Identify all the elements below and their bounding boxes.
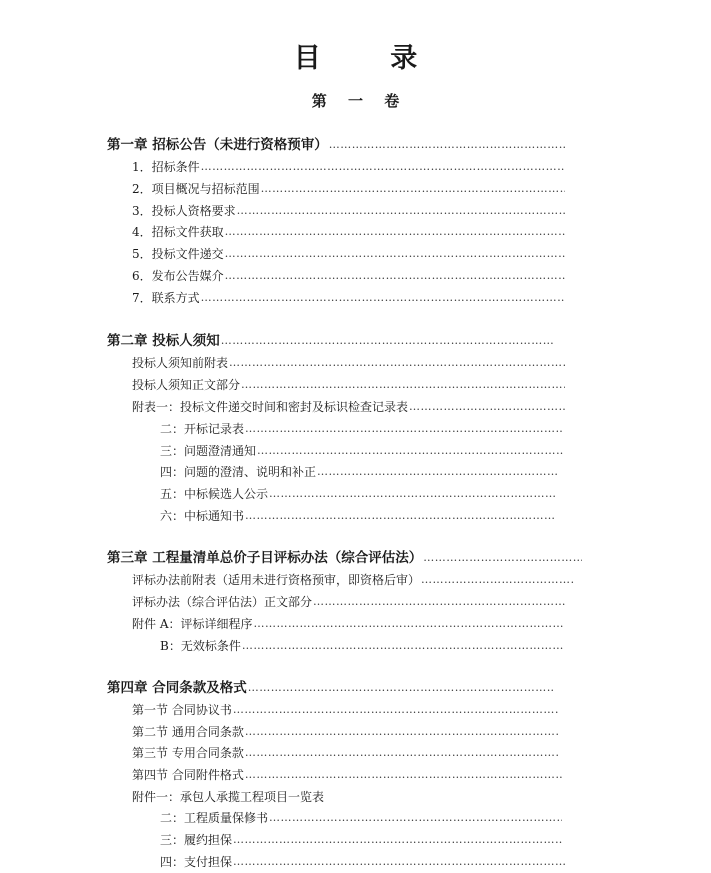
dot-leader: [237, 203, 565, 219]
toc-entry-label: 第三节 专用合同条款: [132, 746, 244, 760]
toc-entry[interactable]: [132, 612, 565, 632]
toc-chapter-label: 第四章 合同条款及格式: [107, 680, 247, 696]
toc-entry-label: 评标办法前附表（适用未进行资格预审，即资格后审）: [132, 573, 421, 587]
dot-leader: [245, 508, 556, 524]
toc-chapter-label: 第一章 招标公告（未进行资格预审）: [107, 137, 328, 153]
toc-entry[interactable]: [132, 785, 362, 805]
toc-entry[interactable]: [160, 828, 562, 848]
toc-entry[interactable]: [160, 850, 565, 870]
dot-leader: [225, 246, 565, 262]
toc-entry-label: 1．招标条件: [132, 160, 200, 174]
toc-entry[interactable]: [132, 242, 565, 262]
dot-leader: [229, 355, 565, 371]
dot-leader: [225, 224, 565, 240]
toc-entry-label: 六：中标通知书: [160, 509, 245, 523]
toc-entry-label: 评标办法（综合评估法）正文部分: [132, 595, 313, 609]
dot-leader: [221, 333, 553, 349]
toc-entry-label: 7．联系方式: [132, 291, 200, 305]
toc-chapter-label: 第二章 投标人须知: [107, 333, 220, 349]
toc-chapter-1[interactable]: [107, 133, 567, 153]
toc-entry[interactable]: [132, 286, 565, 306]
toc-entry[interactable]: [132, 698, 558, 718]
toc-entry[interactable]: [132, 177, 565, 197]
toc-entry-label: 附表一：投标文件递交时间和密封及标识检查记录表: [132, 400, 409, 414]
dot-leader: [241, 377, 565, 393]
toc-chapter-2[interactable]: [107, 329, 553, 349]
toc-entry-label: 第二节 通用合同条款: [132, 725, 244, 739]
toc-entry-label: 投标人须知前附表: [132, 356, 229, 370]
toc-entry-label: 四：问题的澄清、说明和补正: [160, 465, 317, 479]
toc-entry-label: 附件 A：评标详细程序: [132, 617, 253, 631]
dot-leader: [201, 290, 565, 306]
toc-chapter-label: 第三章 工程量清单总价子目评标办法（综合评估法）: [107, 550, 423, 566]
toc-entry[interactable]: [132, 741, 560, 761]
toc-entry-label: 三：履约担保: [160, 833, 233, 847]
dot-leader: [421, 572, 574, 588]
toc-entry[interactable]: [132, 590, 565, 610]
toc-entry[interactable]: [160, 504, 556, 524]
toc-chapter-3[interactable]: [107, 546, 582, 566]
dot-leader: [261, 181, 565, 197]
toc-entry[interactable]: [132, 373, 565, 393]
dot-leader: [329, 137, 567, 153]
toc-entry-label: 二：工程质量保修书: [160, 811, 269, 825]
toc-entry-label: 4．招标文件获取: [132, 225, 224, 239]
toc-entry[interactable]: [160, 806, 562, 826]
dot-leader: [233, 832, 562, 848]
toc-entry[interactable]: [160, 439, 563, 459]
toc-entry[interactable]: [132, 199, 565, 219]
toc-entry[interactable]: [132, 395, 565, 415]
toc-entry[interactable]: [132, 264, 565, 284]
toc-entry[interactable]: [132, 720, 560, 740]
dot-leader: [245, 745, 560, 761]
dot-leader: [423, 550, 582, 566]
toc-entry-label: 2．项目概况与招标范围: [132, 182, 260, 196]
dot-leader: [233, 854, 565, 870]
toc-entry-label: 附件一：承包人承揽工程项目一览表: [132, 790, 325, 804]
toc-entry-label: 四：支付担保: [160, 855, 233, 869]
toc-entry[interactable]: [160, 417, 563, 437]
toc-entry-label: 第一节 合同协议书: [132, 703, 232, 717]
dot-leader: [245, 421, 563, 437]
toc-entry-label: 3．投标人资格要求: [132, 204, 236, 218]
toc-entry[interactable]: [132, 351, 565, 371]
dot-leader: [253, 616, 565, 632]
dot-leader: [269, 810, 562, 826]
toc-entry[interactable]: [132, 763, 562, 783]
dot-leader: [245, 767, 562, 783]
toc-entry[interactable]: [160, 460, 558, 480]
toc-entry-label: 5．投标文件递交: [132, 247, 224, 261]
volume-title: 第 一 卷: [311, 92, 408, 110]
dot-leader: [317, 464, 558, 480]
toc-chapter-4[interactable]: [107, 676, 553, 696]
toc-entry[interactable]: [160, 634, 565, 654]
dot-leader: [225, 268, 565, 284]
dot-leader: [242, 638, 565, 654]
toc-entry[interactable]: [160, 482, 556, 502]
toc-entry[interactable]: [132, 220, 565, 240]
toc-entry-label: 二：开标记录表: [160, 422, 245, 436]
dot-leader: [257, 443, 563, 459]
dot-leader: [248, 680, 553, 696]
dot-leader: [201, 159, 565, 175]
toc-entry-label: 第四节 合同附件格式: [132, 768, 244, 782]
dot-leader: [313, 594, 565, 610]
toc-entry-label: 投标人须知正文部分: [132, 378, 241, 392]
toc-entry[interactable]: [132, 568, 574, 588]
dot-leader: [245, 724, 560, 740]
toc-entry-label: 6．发布公告媒介: [132, 269, 224, 283]
toc-title: 目 录: [293, 43, 448, 74]
toc-entry-label: 五：中标候选人公示: [160, 487, 269, 501]
toc-entry-label: 三：问题澄清通知: [160, 444, 257, 458]
toc-entry-label: B：无效标条件: [160, 639, 241, 653]
dot-leader: [269, 486, 556, 502]
toc-entry[interactable]: [132, 155, 565, 175]
dot-leader: [409, 399, 565, 415]
dot-leader: [233, 702, 558, 718]
